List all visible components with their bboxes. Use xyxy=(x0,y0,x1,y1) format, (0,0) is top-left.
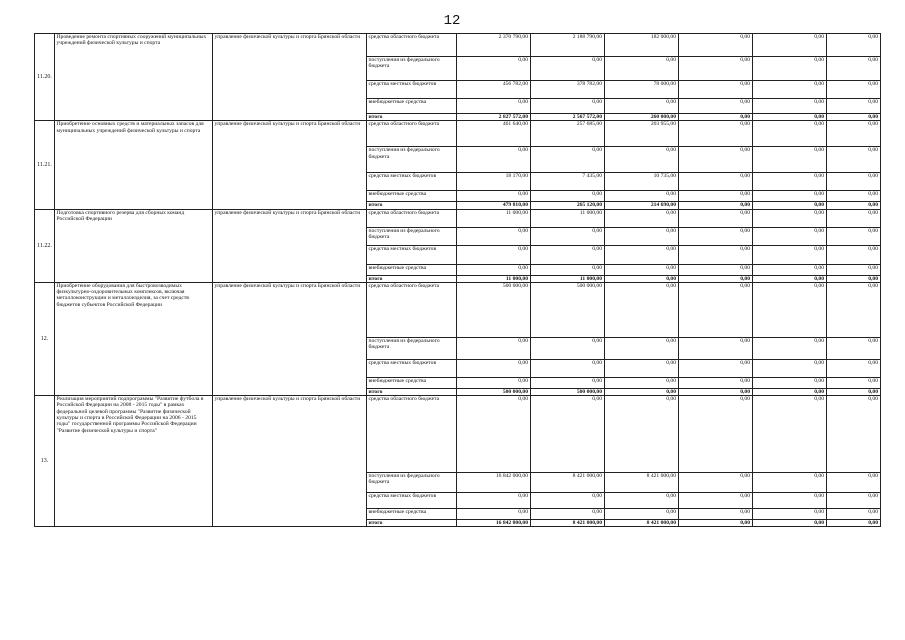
amount-cell: 0,00 xyxy=(753,173,827,191)
amount-cell: 0,00 xyxy=(605,337,679,359)
amount-cell: 16 842 000,00 xyxy=(457,473,531,493)
funding-source: средства местных бюджетов xyxy=(367,81,457,99)
amount-cell: 2 567 572,00 xyxy=(531,114,605,121)
amount-cell: 182 000,00 xyxy=(605,34,679,57)
item-executor: управление физической культуры и спорта Брянской области xyxy=(213,34,367,121)
amount-cell: 0,00 xyxy=(457,377,531,388)
item-title: Реализация мероприятий подпрограммы "Развитие футбола в Российской Федерации на 2008 - 2015 годы" в рамках федеральной целевой программы "Развитие физической культуры и спорта в Российской Федерации на 2006 - 2015 годы" государственной программы Российской Федерации "Развитие физической культуры и спорта" xyxy=(55,396,213,527)
amount-cell: 0,00 xyxy=(679,337,753,359)
funding-source: поступления из федерального бюджета xyxy=(367,337,457,359)
amount-cell: 0,00 xyxy=(679,473,753,493)
amount-cell: 0,00 xyxy=(827,191,881,202)
amount-cell: 0,00 xyxy=(827,121,881,147)
amount-cell: 0,00 xyxy=(827,282,881,337)
funding-source: итого xyxy=(367,114,457,121)
amount-cell: 0,00 xyxy=(753,57,827,81)
amount-cell: 0,00 xyxy=(753,81,827,99)
amount-cell: 0,00 xyxy=(753,337,827,359)
item-number: 11.21. xyxy=(35,121,55,209)
item-title: Подготовка спортивного резерва для сборных команд Российской Федерации xyxy=(55,209,213,282)
amount-cell: 8 421 000,00 xyxy=(531,473,605,493)
table-row-regional xyxy=(35,121,881,147)
funding-source: средства областного бюджета xyxy=(367,121,457,147)
amount-cell: 0,00 xyxy=(605,275,679,282)
item-executor: управление физической культуры и спорта Брянской области xyxy=(213,396,367,527)
amount-cell: 0,00 xyxy=(753,245,827,264)
amount-cell: 0,00 xyxy=(679,227,753,245)
funding-source: средства областного бюджета xyxy=(367,209,457,227)
amount-cell: 0,00 xyxy=(679,520,753,527)
funding-source: итого xyxy=(367,388,457,395)
amount-cell: 456 782,00 xyxy=(457,81,531,99)
amount-cell: 0,00 xyxy=(457,264,531,275)
amount-cell: 0,00 xyxy=(531,493,605,509)
funding-source: поступления из федерального бюджета xyxy=(367,147,457,173)
amount-cell: 0,00 xyxy=(679,493,753,509)
funding-source: итого xyxy=(367,202,457,209)
amount-cell: 2 370 790,00 xyxy=(457,34,531,57)
amount-cell: 0,00 xyxy=(531,264,605,275)
amount-cell: 0,00 xyxy=(605,99,679,114)
amount-cell: 265 120,00 xyxy=(531,202,605,209)
amount-cell: 0,00 xyxy=(605,396,679,473)
amount-cell: 0,00 xyxy=(605,359,679,377)
amount-cell: 0,00 xyxy=(827,396,881,473)
amount-cell: 0,00 xyxy=(679,282,753,337)
amount-cell: 214 690,00 xyxy=(605,202,679,209)
amount-cell: 461 640,00 xyxy=(457,121,531,147)
amount-cell: 0,00 xyxy=(827,388,881,395)
amount-cell: 0,00 xyxy=(753,493,827,509)
item-number: 11.22. xyxy=(35,209,55,282)
amount-cell: 0,00 xyxy=(679,388,753,395)
amount-cell: 500 000,00 xyxy=(457,282,531,337)
amount-cell: 0,00 xyxy=(827,377,881,388)
amount-cell: 0,00 xyxy=(679,275,753,282)
amount-cell: 0,00 xyxy=(827,147,881,173)
amount-cell: 500 000,00 xyxy=(531,282,605,337)
amount-cell: 0,00 xyxy=(679,99,753,114)
amount-cell: 203 955,00 xyxy=(605,121,679,147)
funding-source: средства местных бюджетов xyxy=(367,173,457,191)
table-row-regional xyxy=(35,396,881,473)
amount-cell: 0,00 xyxy=(457,509,531,520)
funding-source: итого xyxy=(367,275,457,282)
amount-cell: 0,00 xyxy=(753,34,827,57)
amount-cell: 0,00 xyxy=(457,245,531,264)
amount-cell: 0,00 xyxy=(531,396,605,473)
item-executor: управление физической культуры и спорта Брянской области xyxy=(213,209,367,282)
funding-source: внебюджетные средства xyxy=(367,509,457,520)
amount-cell: 0,00 xyxy=(753,99,827,114)
amount-cell: 0,00 xyxy=(679,396,753,473)
amount-cell: 0,00 xyxy=(753,275,827,282)
funding-source: поступления из федерального бюджета xyxy=(367,57,457,81)
amount-cell: 0,00 xyxy=(605,282,679,337)
amount-cell: 0,00 xyxy=(827,227,881,245)
amount-cell: 0,00 xyxy=(827,337,881,359)
amount-cell: 7 435,00 xyxy=(531,173,605,191)
amount-cell: 0,00 xyxy=(605,147,679,173)
amount-cell: 0,00 xyxy=(679,202,753,209)
amount-cell: 479 810,00 xyxy=(457,202,531,209)
amount-cell: 0,00 xyxy=(457,191,531,202)
table-row-regional xyxy=(35,34,881,57)
item-number: 11.20. xyxy=(35,34,55,121)
amount-cell: 0,00 xyxy=(679,509,753,520)
amount-cell: 0,00 xyxy=(605,245,679,264)
item-executor: управление физической культуры и спорта Брянской области xyxy=(213,282,367,395)
table-row-regional xyxy=(35,282,881,337)
amount-cell: 11 000,00 xyxy=(531,209,605,227)
amount-cell: 0,00 xyxy=(679,245,753,264)
funding-source: поступления из федерального бюджета xyxy=(367,473,457,493)
amount-cell: 0,00 xyxy=(679,209,753,227)
amount-cell: 0,00 xyxy=(531,359,605,377)
amount-cell: 0,00 xyxy=(827,275,881,282)
amount-cell: 0,00 xyxy=(679,121,753,147)
amount-cell: 0,00 xyxy=(531,57,605,81)
item-number: 13. xyxy=(35,396,55,527)
amount-cell: 0,00 xyxy=(531,377,605,388)
amount-cell: 0,00 xyxy=(605,227,679,245)
amount-cell: 0,00 xyxy=(753,264,827,275)
amount-cell: 0,00 xyxy=(827,202,881,209)
funding-source: средства областного бюджета xyxy=(367,34,457,57)
amount-cell: 0,00 xyxy=(457,99,531,114)
amount-cell: 0,00 xyxy=(679,34,753,57)
amount-cell: 16 842 000,00 xyxy=(457,520,531,527)
amount-cell: 0,00 xyxy=(605,388,679,395)
amount-cell: 0,00 xyxy=(457,147,531,173)
amount-cell: 18 170,00 xyxy=(457,173,531,191)
item-title: Приобретение оборудования для быстровозводимых физкультурно-оздоровительных комплексов, включая металлоконструкции и металлоизделия, за счет средств бюджетов субъектов Российской Федерации xyxy=(55,282,213,395)
amount-cell: 0,00 xyxy=(679,191,753,202)
amount-cell: 0,00 xyxy=(679,264,753,275)
amount-cell: 0,00 xyxy=(531,227,605,245)
amount-cell: 0,00 xyxy=(827,520,881,527)
amount-cell: 500 000,00 xyxy=(531,388,605,395)
amount-cell: 0,00 xyxy=(753,520,827,527)
amount-cell: 0,00 xyxy=(827,359,881,377)
amount-cell: 11 000,00 xyxy=(531,275,605,282)
amount-cell: 0,00 xyxy=(457,57,531,81)
amount-cell: 0,00 xyxy=(753,396,827,473)
amount-cell: 0,00 xyxy=(753,227,827,245)
amount-cell: 0,00 xyxy=(827,493,881,509)
item-title: Проведение ремонта спортивных сооружений муниципальных учреждений физической культуры и спорта xyxy=(55,34,213,121)
amount-cell: 0,00 xyxy=(753,209,827,227)
amount-cell: 0,00 xyxy=(531,147,605,173)
amount-cell: 0,00 xyxy=(605,57,679,81)
amount-cell: 10 735,00 xyxy=(605,173,679,191)
amount-cell: 0,00 xyxy=(605,264,679,275)
amount-cell: 0,00 xyxy=(753,509,827,520)
amount-cell: 0,00 xyxy=(679,147,753,173)
funding-source: средства местных бюджетов xyxy=(367,493,457,509)
funding-source: средства местных бюджетов xyxy=(367,245,457,264)
amount-cell: 0,00 xyxy=(753,191,827,202)
funding-source: поступления из федерального бюджета xyxy=(367,227,457,245)
amount-cell: 8 421 000,00 xyxy=(605,473,679,493)
amount-cell: 0,00 xyxy=(457,337,531,359)
funding-source: средства местных бюджетов xyxy=(367,359,457,377)
amount-cell: 0,00 xyxy=(679,173,753,191)
amount-cell: 260 000,00 xyxy=(605,114,679,121)
budget-table xyxy=(34,33,881,527)
amount-cell: 0,00 xyxy=(753,377,827,388)
amount-cell: 0,00 xyxy=(605,209,679,227)
amount-cell: 500 000,00 xyxy=(457,388,531,395)
funding-source: средства областного бюджета xyxy=(367,396,457,473)
item-number: 12. xyxy=(35,282,55,395)
amount-cell: 0,00 xyxy=(753,121,827,147)
item-title: Приобретение основных средств и материальных запасов для муниципальных учреждений физической культуры и спорта xyxy=(55,121,213,209)
amount-cell: 8 421 000,00 xyxy=(605,520,679,527)
amount-cell: 0,00 xyxy=(679,114,753,121)
funding-source: внебюджетные средства xyxy=(367,191,457,202)
amount-cell: 0,00 xyxy=(753,388,827,395)
amount-cell: 0,00 xyxy=(827,264,881,275)
amount-cell: 0,00 xyxy=(605,377,679,388)
amount-cell: 0,00 xyxy=(827,209,881,227)
amount-cell: 0,00 xyxy=(827,473,881,493)
amount-cell: 0,00 xyxy=(827,173,881,191)
amount-cell: 0,00 xyxy=(753,282,827,337)
amount-cell: 0,00 xyxy=(827,99,881,114)
amount-cell: 0,00 xyxy=(531,191,605,202)
amount-cell: 0,00 xyxy=(679,377,753,388)
amount-cell: 0,00 xyxy=(679,57,753,81)
amount-cell: 0,00 xyxy=(605,191,679,202)
amount-cell: 0,00 xyxy=(457,359,531,377)
amount-cell: 0,00 xyxy=(827,245,881,264)
amount-cell: 11 000,00 xyxy=(457,275,531,282)
amount-cell: 0,00 xyxy=(531,337,605,359)
amount-cell: 0,00 xyxy=(827,81,881,99)
table-row-regional xyxy=(35,209,881,227)
amount-cell: 2 188 790,00 xyxy=(531,34,605,57)
amount-cell: 0,00 xyxy=(457,493,531,509)
amount-cell: 0,00 xyxy=(605,509,679,520)
amount-cell: 378 782,00 xyxy=(531,81,605,99)
funding-source: итого xyxy=(367,520,457,527)
amount-cell: 8 421 000,00 xyxy=(531,520,605,527)
amount-cell: 0,00 xyxy=(827,34,881,57)
amount-cell: 0,00 xyxy=(531,99,605,114)
amount-cell: 0,00 xyxy=(457,396,531,473)
page-number: 12 xyxy=(443,13,461,29)
amount-cell: 0,00 xyxy=(679,359,753,377)
amount-cell: 0,00 xyxy=(753,359,827,377)
budget-table-body xyxy=(35,34,881,527)
amount-cell: 0,00 xyxy=(531,509,605,520)
amount-cell: 0,00 xyxy=(753,202,827,209)
amount-cell: 78 000,00 xyxy=(605,81,679,99)
amount-cell: 2 827 572,00 xyxy=(457,114,531,121)
funding-source: внебюджетные средства xyxy=(367,99,457,114)
amount-cell: 0,00 xyxy=(827,57,881,81)
funding-source: внебюджетные средства xyxy=(367,377,457,388)
funding-source: средства областного бюджета xyxy=(367,282,457,337)
amount-cell: 0,00 xyxy=(531,245,605,264)
amount-cell: 0,00 xyxy=(827,509,881,520)
funding-source: внебюджетные средства xyxy=(367,264,457,275)
amount-cell: 0,00 xyxy=(753,147,827,173)
amount-cell: 0,00 xyxy=(605,493,679,509)
amount-cell: 0,00 xyxy=(457,227,531,245)
amount-cell: 0,00 xyxy=(827,114,881,121)
amount-cell: 0,00 xyxy=(753,114,827,121)
amount-cell: 257 685,00 xyxy=(531,121,605,147)
amount-cell: 11 000,00 xyxy=(457,209,531,227)
amount-cell: 0,00 xyxy=(753,473,827,493)
amount-cell: 0,00 xyxy=(679,81,753,99)
item-executor: управление физической культуры и спорта Брянской области xyxy=(213,121,367,209)
